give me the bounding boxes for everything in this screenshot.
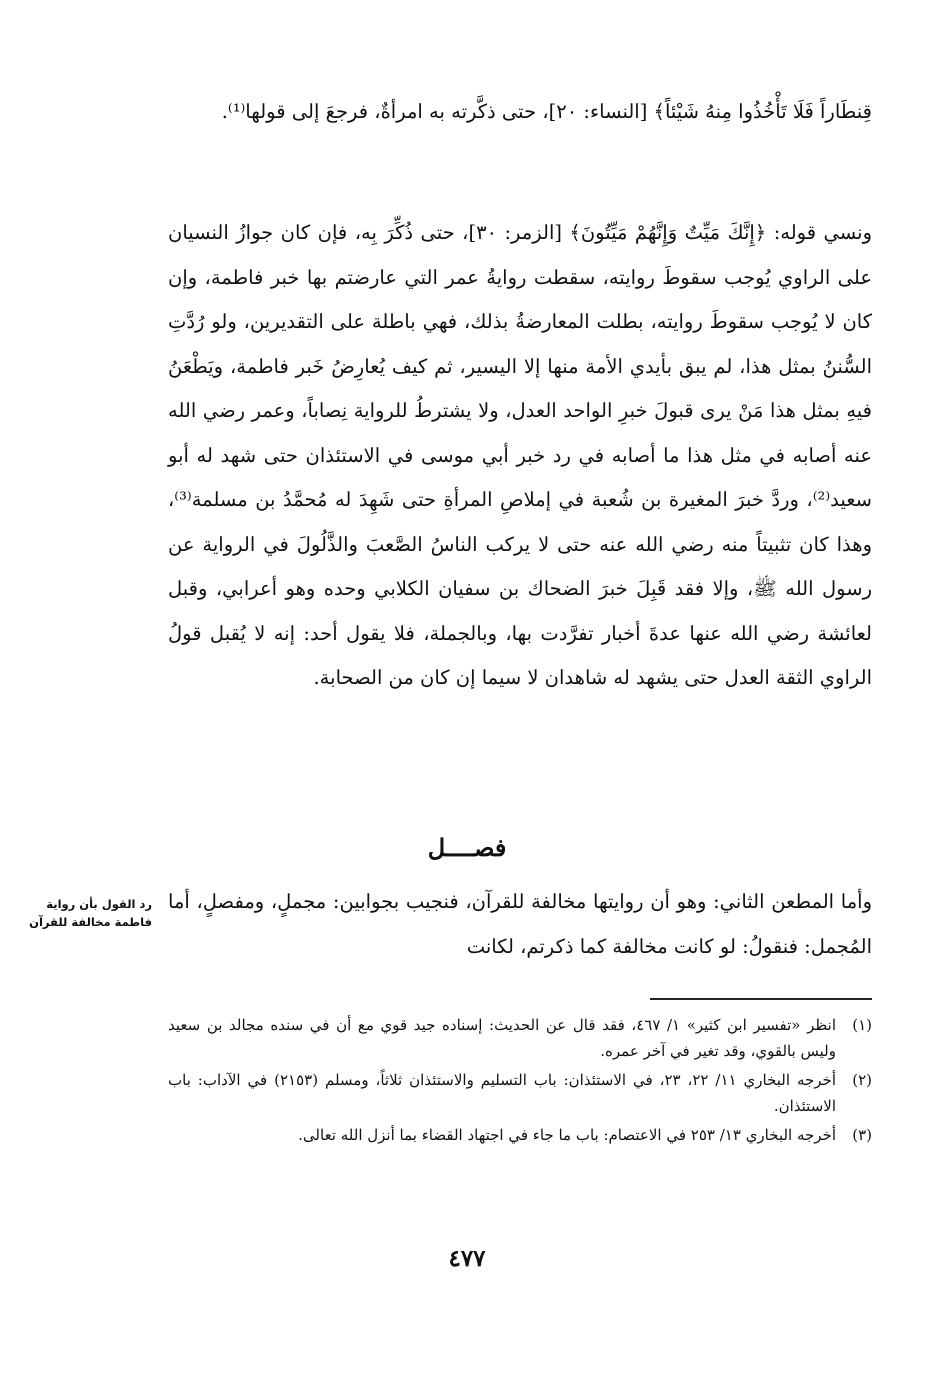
footnote-2 [168, 1068, 872, 1119]
footnote-text: أخرجه البخاري ١١/ ٢٢، ٢٣، في الاستئذان: باب التسليم والاستئذان ثلاثاً، ومسلم (٢١٥٣) في الآداب: باب الاستئذان. [168, 1071, 836, 1115]
paragraph-2-text: ونسي قوله: ﴿إِنَّكَ مَيِّتٌ وَإِنَّهُمْ مَيِّتُونَ﴾ [الزمر: ٣٠]، حتى ذُكِّرَ بِه، فإن كان جوازُ النسيان على الراوي يُوجب سقوطَ روايته، سقطت روايةُ عمر التي عارضتم بها خبر فاطمة، وإن كان لا يُوجب سقوطَ روايته، بطلت المعارضةُ بذلك، فهي باطلة على التقديرين، ولو رُدَّتِ السُّننُ بمثل هذا، لم يبق بأيدي الأمة منها إلا اليسير، ثم كيف يُعارِضُ خَبر فاطمة، ويَطْعَنُ فيهِ بمثل هذا مَنْ يرى قبولَ خبرِ الواحد العدل، ولا يشترطُ للرواية نِصاباً، وعمر رضي الله عنه أصابه في مثل هذا ما أصابه في رد خبر أبي موسى في الاستئذان حتى شهد له أبو سعيد⁽²⁾، وردَّ خبرَ المغيرة بن شُعبة في إملاصِ المرأةِ حتى شَهِدَ له مُحمَّدُ بن مسلمة⁽³⁾، وهذا كان تثبيتاً منه رضي الله عنه حتى لا يركب الناسُ الصَّعبَ والذَّلُولَ في الرواية عن رسول الله ﷺ، وإلا فقد قَبِلَ خبرَ الضحاك بن سفيان الكلابي وحده وهو أعرابي، وقبل لعائشة رضي الله عنها عدةَ أخبار تفرَّدت بها، وبالجملة، فلا يقول أحد: إنه لا يُقبل قولُ الراوي الثقة العدل حتى يشهد له شاهدان لا سيما إن كان من الصحابة. [168, 221, 872, 689]
margin-note: رد القول بأن رواية فاطمة مخالفة للقرآن [29, 897, 152, 929]
section-heading: فصــــل [427, 833, 507, 862]
footnote-number: (٣) [852, 1126, 872, 1144]
footnote-text: أخرجه البخاري ١٣/ ٢٥٣ في الاعتصام: باب ما جاء في اجتهاد القضاء بما أنزل الله تعالى. [298, 1126, 836, 1144]
paragraph-3 [168, 880, 872, 969]
footnote-divider [650, 998, 872, 1000]
paragraph-1-text: قِنطَاراً فَلَا تَأْخُذُوا مِنهُ شَيْئاً﴾ [النساء: ٢٠]، حتى ذكَّرته به امرأةٌ، فرجعَ إلى قولها⁽¹⁾. [221, 100, 872, 123]
footnotes [168, 1013, 872, 1153]
paragraph-1 [168, 90, 872, 135]
footnote-number: (٢) [852, 1071, 872, 1089]
footnote-1 [168, 1013, 872, 1064]
page-number: ٤٧٧ [448, 1245, 486, 1272]
footnote-text: انظر «تفسير ابن كثير» ١/ ٤٦٧، فقد قال عن الحديث: إسناده جيد قوي مع أن في سنده مجالد بن سعيد وليس بالقوي، وقد تغير في آخر عمره. [168, 1016, 837, 1060]
footnote-number: (١) [852, 1016, 872, 1034]
paragraph-2 [168, 211, 872, 701]
footnote-3 [168, 1123, 872, 1149]
paragraph-3-text: وأما المطعن الثاني: وهو أن روايتها مخالفة للقرآن، فنجيب بجوابين: مجملٍ، ومفصلٍ، أما المُجمل: فنقولُ: لو كانت مخالفة كما ذكرتم، لكانت [168, 890, 872, 958]
